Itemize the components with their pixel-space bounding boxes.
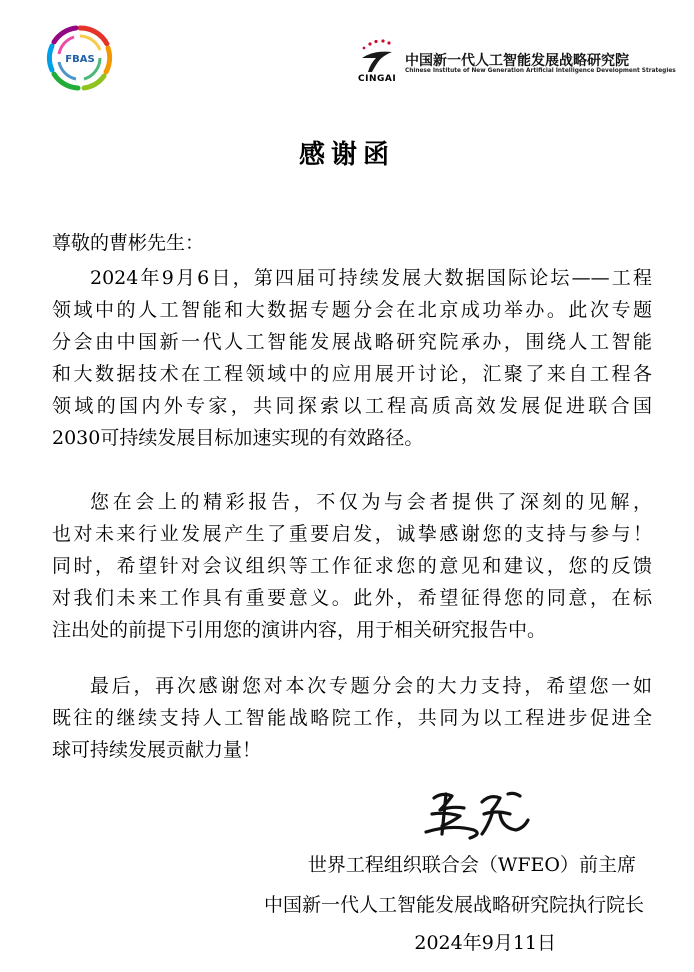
paragraph-line: 也对未来行业发展产生了重要启发，诚挚感谢您的支持与参与！: [52, 523, 652, 545]
paragraph-line: 2024年9月6日，第四届可持续发展大数据国际论坛——工程: [90, 267, 652, 289]
paragraph-line: 同时，希望针对会议组织等工作征求您的意见和建议，您的反馈: [52, 555, 652, 577]
cingai-logo: [356, 38, 676, 86]
fbas-logo-text: FBAS: [65, 54, 95, 65]
letter-title: 感谢函: [298, 140, 395, 170]
paragraph-line: 领域中的人工智能和大数据专题分会在北京成功举办。此次专题: [52, 299, 652, 321]
signatory-title-2: 中国新一代人工智能发展战略研究院执行院长: [263, 894, 644, 916]
handwritten-signature: [412, 784, 542, 844]
letter-date: 2024年9月11日: [414, 932, 556, 954]
institute-name-cn: 中国新一代人工智能发展战略研究院: [405, 53, 629, 69]
paragraph-line: 领域的国内外专家，共同探索以工程高质高效发展促进联合国: [52, 395, 652, 417]
salutation: 尊敬的曹彬先生：: [52, 232, 205, 254]
paragraph-3: [52, 670, 652, 766]
paragraph-line: 注出处的前提下引用您的演讲内容，用于相关研究报告中。: [52, 619, 547, 641]
paragraph-line: 对我们未来工作具有重要意义。此外，希望征得您的同意，在标: [52, 587, 652, 609]
paragraph-2: [52, 486, 652, 646]
signatory-title-1: 世界工程组织联合会（WFEO）前主席: [307, 854, 636, 876]
institute-name-en: Chinese Institute of New Generation Artificial Intelligence Development Strategies: [405, 68, 676, 74]
paragraph-line: 最后，再次感谢您对本次专题分会的大力支持，希望您一如: [90, 675, 652, 697]
paragraph-line: 2030可持续发展目标加速实现的有效路径。: [52, 427, 424, 449]
paragraph-line: 和大数据技术在工程领域中的应用展开讨论，汇聚了来自工程各: [52, 363, 652, 385]
letterhead: [0, 0, 694, 100]
paragraph-1: [52, 262, 652, 454]
paragraph-line: 既往的继续支持人工智能战略院工作，共同为以工程进步促进全: [52, 707, 652, 729]
fbas-logo: [44, 22, 116, 94]
paragraph-line: 您在会上的精彩报告，不仅为与会者提供了深刻的见解，: [90, 491, 652, 513]
paragraph-line: 分会由中国新一代人工智能发展战略研究院承办，围绕人工智能: [52, 331, 652, 353]
cingai-mark-label: CINGAI: [358, 74, 397, 84]
paragraph-line: 球可持续发展贡献力量！: [52, 739, 262, 761]
